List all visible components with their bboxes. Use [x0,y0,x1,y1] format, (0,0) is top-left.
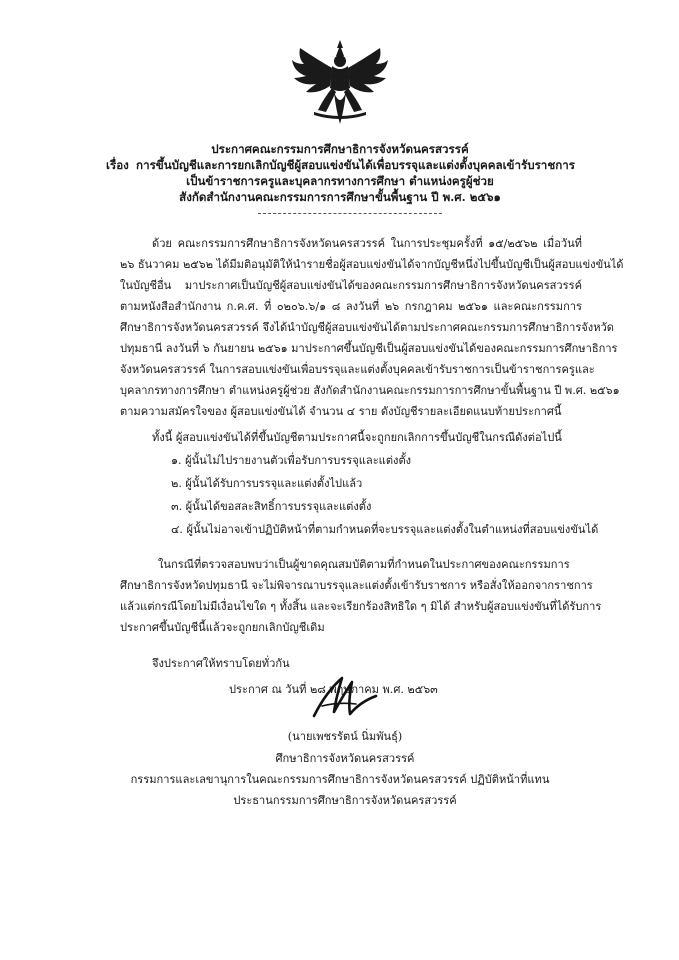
para1-line: บุคลากรทางการศึกษา ตำแหน่งครูผู้ช่วย สังกัดสำนักงานคณะกรรมการการศึกษาขั้นพื้นฐาน ปี พ.ศ. ๒๕๖๑ [120,384,620,397]
signer-name: (นายเพชรรัตน์ นิ่มพันธุ์) [287,730,403,743]
handwritten-signature-icon [308,672,382,720]
signer-position: ศึกษาธิการจังหวัดนครสวรรค์ [275,752,415,765]
para1-line: ด้วย คณะกรรมการศึกษาธิการจังหวัดนครสวรรค์ ในการประชุมครั้งที่ ๑๕/๒๕๖๒ เมื่อวันที่ [152,237,582,250]
condition-item: ๑. ผู้นั้นไม่ไปรายงานตัวเพื่อรับการบรรจุและแต่งตั้ง [171,454,412,467]
announcement-date: ประกาศ ณ วันที่ ๒๘ พฤษภาคม พ.ศ. ๒๕๖๓ [229,683,438,696]
para2-intro: ทั้งนี้ ผู้สอบแข่งขันได้ที่ขึ้นบัญชีตามประกาศนี้จะถูกยกเลิกการขึ้นบัญชีในกรณีดังต่อไปนี้ [152,431,562,444]
condition-item: ๓. ผู้นั้นได้ขอสละสิทธิ์การบรรจุและแต่งตั้ง [171,500,372,513]
closing-statement: จึงประกาศให้ทราบโดยทั่วกัน [152,657,290,670]
subject-label: เรื่อง [106,158,129,172]
subject-text: การขึ้นบัญชีและการยกเลิกบัญชีผู้สอบแข่งขันได้เพื่อบรรจุและแต่งตั้งบุคคลเข้ารับราชการ [136,158,575,172]
subject-line-3: สังกัดสำนักงานคณะกรรมการการศึกษาขั้นพื้นฐาน ปี พ.ศ. ๒๕๖๑ [179,190,501,204]
signer-position-chair: ประธานกรรมการศึกษาธิการจังหวัดนครสวรรค์ [233,794,457,807]
para1-line: จังหวัดนครสวรรค์ ในการสอบแข่งขันเพื่อบรรจุและแต่งตั้งบุคคลเข้ารับราชการเป็นข้าราชการครูและ [120,363,595,376]
subject-line-2: เป็นข้าราชการครูและบุคลากรทางการศึกษา ตำแหน่งครูผู้ช่วย [186,174,494,188]
announcement-title: ประกาศคณะกรรมการศึกษาธิการจังหวัดนครสวรรค์ [211,142,469,156]
header-divider [258,213,442,214]
para3-line: ประกาศขึ้นบัญชีนี้แล้วจะถูกยกเลิกบัญชีเดิม [120,621,325,634]
para3-line: แล้วแต่กรณีโดยไม่มีเงื่อนไขใด ๆ ทั้งสิ้น และจะเรียกร้องสิทธิใด ๆ มิได้ สำหรับผู้สอบแข่งขันที่ได้รับการ [120,600,602,613]
garuda-emblem-icon [288,38,392,126]
para1-line: ปทุมธานี ลงวันที่ ๖ กันยายน ๒๕๖๑ มาประกาศขึ้นบัญชีเป็นผู้สอบแข่งขันได้ของคณะกรรมการศึกษาธิการ [120,342,618,355]
para3-line: ในกรณีที่ตรวจสอบพบว่าเป็นผู้ขาดคุณสมบัติตามที่กำหนดในประกาศของคณะกรรมการ [158,558,570,571]
para1-line: ศึกษาธิการจังหวัดนครสวรรค์ จึงได้นำบัญชีผู้สอบแข่งขันได้ตามประกาศคณะกรรมการศึกษาธิการจังหวัด [120,321,614,334]
condition-item: ๒. ผู้นั้นได้รับการบรรจุและแต่งตั้งไปแล้ว [171,477,363,490]
para1-line: ตามหนังสือสำนักงาน ก.ค.ศ. ที่ ๐๒๐๖.๖/๑ ๘ ลงวันที่ ๒๖ กรกฎาคม ๒๕๖๑ และคณะกรรมการ [120,300,582,313]
para3-line: ศึกษาธิการจังหวัดปทุมธานี จะไม่พิจารณาบรรจุและแต่งตั้งเข้ารับราชการ หรือสั่งให้ออกจากราชการ [120,579,593,592]
signer-position-acting: กรรมการและเลขานุการในคณะกรรมการศึกษาธิการจังหวัดนครสวรรค์ ปฏิบัติหน้าที่แทน [130,773,550,786]
condition-item: ๔. ผู้นั้นไม่อาจเข้าปฏิบัติหน้าที่ตามกำหนดที่จะบรรจุและแต่งตั้งในตำแหน่งที่สอบแข่งขันได้ [171,523,599,536]
subject-line [106,157,606,173]
para1-line: ๒๖ ธันวาคม ๒๕๖๒ ได้มีมติอนุมัติให้นำรายชื่อผู้สอบแข่งขันได้จากบัญชีหนึ่งไปขึ้นบัญชีเป็นผู้สอบแข่งขันได้ [120,258,624,271]
para1-line: ตามความสมัครใจของ ผู้สอบแข่งขันได้ จำนวน ๔ ราย ดังบัญชีรายละเอียดแนบท้ายประกาศนี้ [120,405,562,418]
para1-line: ในบัญชีอื่น มาประกาศเป็นบัญชีผู้สอบแข่งขันได้ของคณะกรรมการศึกษาธิการจังหวัดนครสวรรค์ [120,279,582,292]
